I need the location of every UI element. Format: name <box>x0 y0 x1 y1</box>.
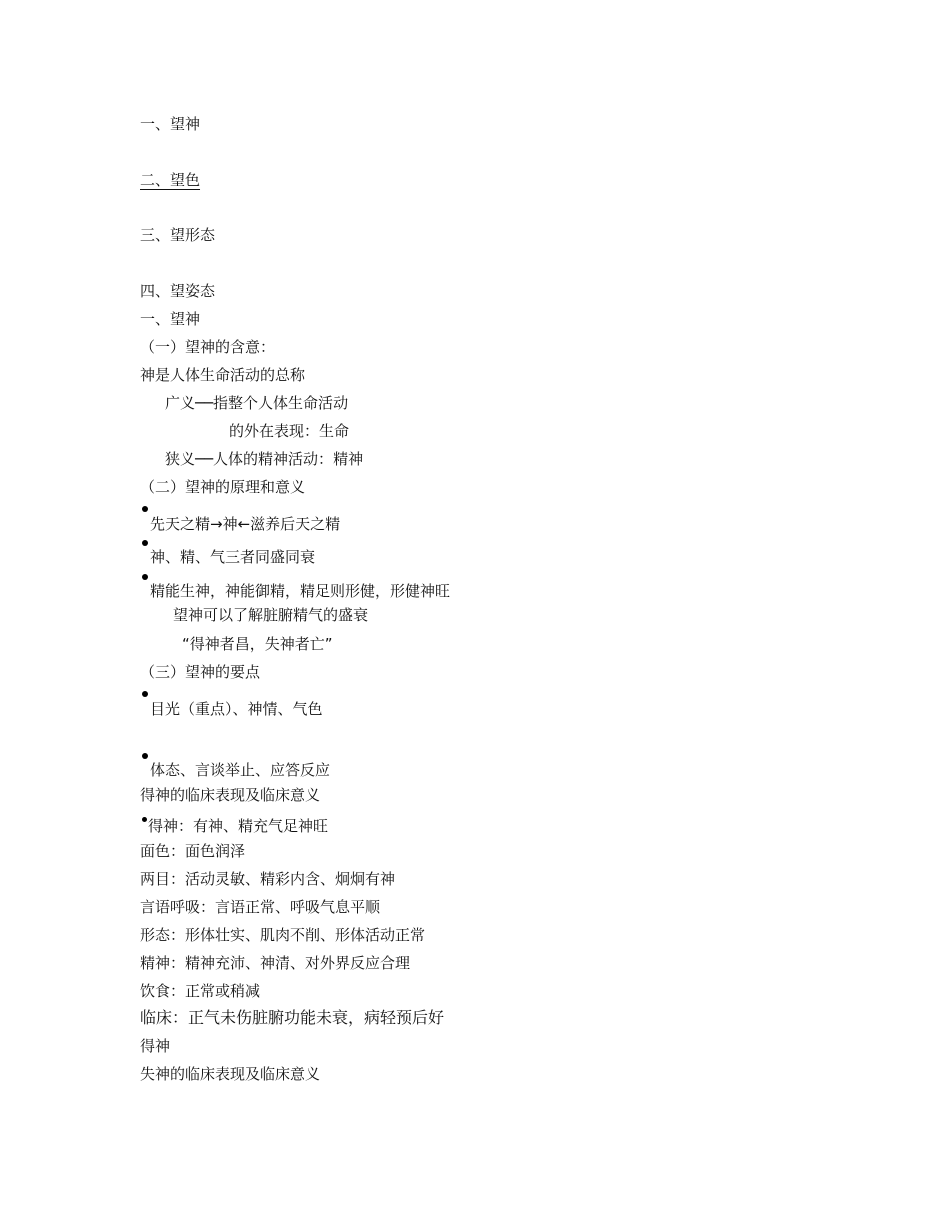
list-item: 先天之精→神←滋养后天之精 <box>150 515 341 533</box>
narrow-meaning-text: 狭义──人体的精神活动：精神 <box>165 450 364 468</box>
bullet-dot <box>142 753 148 759</box>
face-text: 面色：面色润泽 <box>140 842 246 860</box>
desheng-label: 得神 <box>140 1037 171 1055</box>
eyes-text: 两目：活动灵敏、精彩内含、炯炯有神 <box>140 870 396 888</box>
subsection-title-3: （三）望神的要点 <box>140 663 261 681</box>
clinical-text: 临床：正气未伤脏腑功能未衰，病轻预后好 <box>140 1008 445 1027</box>
list-item: 得神：有神、精充气足神旺 <box>148 817 329 835</box>
note-text: 望神可以了解脏腑精气的盛衰 <box>173 606 369 624</box>
desheng-title: 得神的临床表现及临床意义 <box>140 786 321 804</box>
diet-text: 饮食：正常或稍减 <box>140 982 261 1000</box>
bullet-dot <box>142 506 148 512</box>
definition-text: 神是人体生命活动的总称 <box>140 366 306 384</box>
outline-item-2: 二、望色 <box>140 171 201 189</box>
bullet-dot <box>142 540 148 546</box>
subsection-title-1: （一）望神的含意： <box>140 338 276 356</box>
outline-item-1: 一、望神 <box>140 115 201 133</box>
broad-meaning-continued: 的外在表现：生命 <box>229 422 350 440</box>
bullet-dot <box>142 817 147 822</box>
quote-text: “得神者昌，失神者亡” <box>182 635 333 653</box>
bullet-dot <box>142 574 148 580</box>
broad-meaning-text: 广义──指整个人体生命活动 <box>165 394 349 412</box>
list-item: 体态、言谈举止、应答反应 <box>150 761 331 779</box>
subsection-title-2: （二）望神的原理和意义 <box>140 478 306 496</box>
spirit-text: 精神：精神充沛、神清、对外界反应合理 <box>140 954 411 972</box>
outline-item-4: 四、望姿态 <box>140 282 216 300</box>
list-item: 精能生神，神能御精，精足则形健，形健神旺 <box>150 582 451 600</box>
outline-item-3: 三、望形态 <box>140 226 216 244</box>
section-title: 一、望神 <box>140 310 201 328</box>
bullet-dot <box>142 691 148 697</box>
form-text: 形态：形体壮实、肌肉不削、形体活动正常 <box>140 926 426 944</box>
shishen-title: 失神的临床表现及临床意义 <box>140 1065 321 1083</box>
list-item: 神、精、气三者同盛同衰 <box>150 548 316 566</box>
speech-text: 言语呼吸：言语正常、呼吸气息平顺 <box>140 898 381 916</box>
list-item: 目光（重点）、神情、气色 <box>150 700 323 718</box>
